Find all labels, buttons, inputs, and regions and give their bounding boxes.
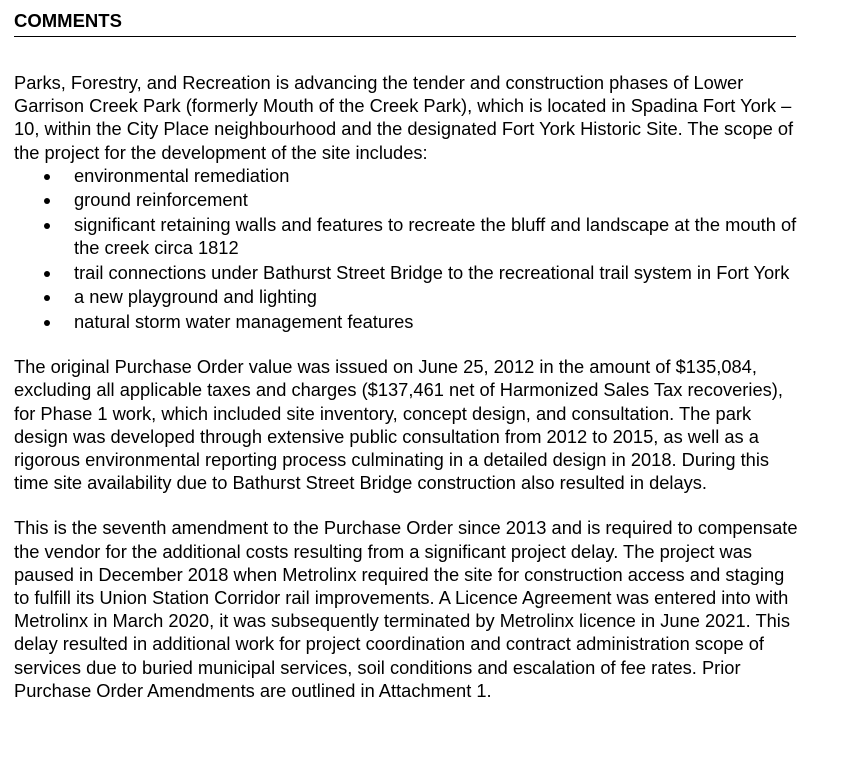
list-item [14,188,804,211]
list-item-text: environmental remediation [74,164,290,186]
list-item-text: a new playground and lighting [74,286,317,308]
scope-list [14,164,804,333]
bullet-icon [44,174,50,180]
document-page [14,10,804,702]
list-item-text: natural storm water management features [74,310,414,332]
bullet-icon [44,198,50,204]
list-item [14,310,804,333]
bullet-icon [44,320,50,326]
section-heading: COMMENTS [14,10,796,37]
list-item [14,213,804,259]
bullet-icon [44,295,50,301]
list-item-text: trail connections under Bathurst Street Bridge to the recreational trail system in Fort York [74,261,790,283]
list-item [14,285,804,308]
amendment-paragraph: This is the seventh amendment to the Purchase Order since 2013 and is required to compensate the vendor for the additional costs resulting from a significant project delay. The project was paused in December 2018 when Metrolinx required the site for construction access and staging to fulfill its Union Station Corridor rail improvements. A Licence Agreement was entered into with Metrolinx in March 2020, it was subsequently terminated by Metrolinx licence in June 2021. This delay resulted in additional work for project coordination and contract administration scope of services due to buried municipal services, soil conditions and escalation of fee rates. Prior Purchase Order Amendments are outlined in Attachment 1. [14,517,798,701]
bullet-icon [44,271,50,277]
bullet-icon [44,223,50,229]
list-item [14,261,804,284]
list-item [14,164,804,187]
list-item-text: significant retaining walls and features to recreate the bluff and landscape at the mouth of the creek circa 1812 [74,214,797,259]
list-item-text: ground reinforcement [74,189,248,211]
intro-paragraph: Parks, Forestry, and Recreation is advancing the tender and construction phases of Lower Garrison Creek Park (formerly Mouth of the Creek Park), which is located in Spadina Fort York – 10, within the City Place neighbourhood and the designated Fort York Historic Site. The scope of the project for the development of the site includes: [14,72,794,163]
purchase-order-paragraph: The original Purchase Order value was issued on June 25, 2012 in the amount of $135,084, excluding all applicable taxes and charges ($137,461 net of Harmonized Sales Tax recoveries), for Phase 1 work, which included site inventory, concept design, and consultation. The park design was developed through extensive public consultation from 2012 to 2015, as well as a rigorous environmental reporting process culminating in a detailed design in 2018. During this time site availability due to Bathurst Street Bridge construction also resulted in delays. [14,356,783,494]
